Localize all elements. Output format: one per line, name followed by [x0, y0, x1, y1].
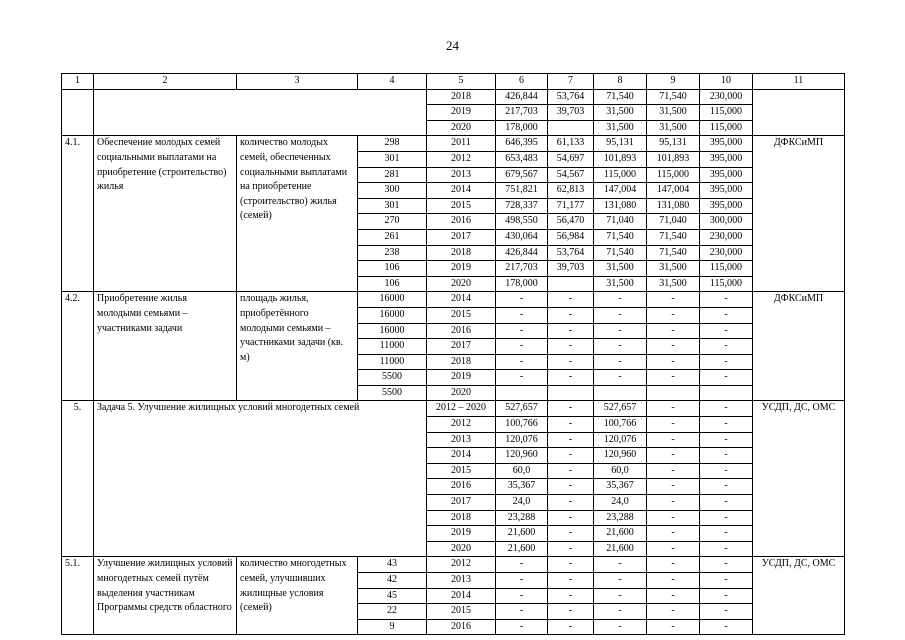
indicator-name: количество многодетных семей, улучшивших жилищные условия (семей) [237, 557, 358, 635]
table-cell: 147,004 [647, 183, 700, 199]
column-header: 7 [548, 74, 594, 90]
table-cell: - [594, 619, 647, 635]
table-cell: - [647, 370, 700, 386]
table-cell: - [647, 495, 700, 511]
table-cell: - [548, 557, 594, 573]
table-cell: - [496, 354, 548, 370]
table-cell: - [700, 510, 753, 526]
continuation-row [62, 89, 845, 105]
table-cell: 16000 [358, 307, 427, 323]
table-cell: 16000 [358, 292, 427, 308]
table-cell: 100,766 [496, 417, 548, 433]
table-cell: - [647, 323, 700, 339]
table-cell: 646,395 [496, 136, 548, 152]
table-cell: 5500 [358, 385, 427, 401]
table-cell: 23,288 [496, 510, 548, 526]
table-cell: 653,483 [496, 151, 548, 167]
table-cell: 54,567 [548, 167, 594, 183]
table-cell: 31,500 [647, 120, 700, 136]
s42-row [62, 292, 845, 308]
table-cell: 21,600 [496, 541, 548, 557]
table-cell: 2015 [427, 604, 496, 620]
table-cell: 42 [358, 573, 427, 589]
table-cell: 217,703 [496, 261, 548, 277]
table-cell: 2017 [427, 495, 496, 511]
header-row [62, 74, 845, 90]
task-number: 5. [62, 401, 94, 557]
table-cell: - [548, 510, 594, 526]
table-cell: - [700, 339, 753, 355]
table-cell: - [496, 619, 548, 635]
blank-cell [62, 89, 94, 136]
table-cell: - [700, 370, 753, 386]
table-cell: 115,000 [647, 167, 700, 183]
table-cell: - [594, 292, 647, 308]
column-header: 2 [94, 74, 237, 90]
table-cell: 101,893 [594, 151, 647, 167]
column-header: 10 [700, 74, 753, 90]
table-cell: 21,600 [496, 526, 548, 542]
table-cell: 11000 [358, 354, 427, 370]
table-cell: - [594, 588, 647, 604]
table-cell: 62,813 [548, 183, 594, 199]
table-cell: 31,500 [594, 276, 647, 292]
table-cell: 2011 [427, 136, 496, 152]
table-cell: - [700, 292, 753, 308]
t5-row [62, 401, 845, 417]
table-cell: 53,764 [548, 89, 594, 105]
table-cell: - [496, 292, 548, 308]
table-cell: - [647, 573, 700, 589]
column-header: 9 [647, 74, 700, 90]
table-cell: - [594, 604, 647, 620]
table-cell [700, 385, 753, 401]
indicator-name: количество молодых семей, обеспеченных социальными выплатами на приобретение (строительство) жилья (семей) [237, 136, 358, 292]
table-cell: - [700, 604, 753, 620]
table-cell: - [647, 463, 700, 479]
table-cell: 2019 [427, 261, 496, 277]
table-cell: 300,000 [700, 214, 753, 230]
table-cell: 230,000 [700, 89, 753, 105]
table-cell: 301 [358, 198, 427, 214]
table-cell: 21,600 [594, 526, 647, 542]
s41-row [62, 136, 845, 152]
table-cell: - [594, 557, 647, 573]
table-cell: - [496, 557, 548, 573]
table-cell: 2018 [427, 89, 496, 105]
table-cell: - [700, 307, 753, 323]
item-name: Приобретение жилья молодыми семьями – участниками задачи [94, 292, 237, 401]
table-cell: - [700, 448, 753, 464]
column-header: 8 [594, 74, 647, 90]
column-header: 4 [358, 74, 427, 90]
table-cell: - [496, 323, 548, 339]
table-cell: - [700, 323, 753, 339]
table-cell: 120,960 [594, 448, 647, 464]
item-name: Обеспечение молодых семей социальными выплатами на приобретение (строительство) жилья [94, 136, 237, 292]
blank-cell [94, 89, 427, 136]
table-cell: 2018 [427, 245, 496, 261]
s51-row [62, 557, 845, 573]
column-header: 3 [237, 74, 358, 90]
table-cell: 2014 [427, 183, 496, 199]
table-cell: 2019 [427, 526, 496, 542]
table-cell: - [700, 557, 753, 573]
table-cell: 2012 [427, 151, 496, 167]
table-cell: 300 [358, 183, 427, 199]
item-number: 4.1. [62, 136, 94, 292]
table-cell: 115,000 [594, 167, 647, 183]
table-cell: 2013 [427, 167, 496, 183]
table-cell: - [548, 448, 594, 464]
table-cell: 56,984 [548, 229, 594, 245]
table-cell: 54,697 [548, 151, 594, 167]
table-cell: - [647, 510, 700, 526]
table-cell: 60,0 [496, 463, 548, 479]
table-cell: - [594, 307, 647, 323]
table-cell: - [548, 604, 594, 620]
table-cell: 106 [358, 261, 427, 277]
table-cell: 2014 [427, 448, 496, 464]
table-cell: 395,000 [700, 151, 753, 167]
table-cell: - [700, 526, 753, 542]
table-cell: 71,540 [594, 229, 647, 245]
table-cell: 100,766 [594, 417, 647, 433]
table-cell: 115,000 [700, 261, 753, 277]
table-cell: - [700, 354, 753, 370]
table-cell [548, 276, 594, 292]
table-cell: 527,657 [594, 401, 647, 417]
table-cell: - [700, 432, 753, 448]
indicator-name: площадь жилья, приобретённого молодыми семьями – участниками задачи (кв. м) [237, 292, 358, 401]
table-cell: 2019 [427, 370, 496, 386]
table-cell: 31,500 [594, 105, 647, 121]
table-cell: 2018 [427, 510, 496, 526]
table-cell [594, 385, 647, 401]
table-cell: - [496, 604, 548, 620]
table-cell: - [594, 339, 647, 355]
table-cell: - [548, 401, 594, 417]
table-cell: - [496, 339, 548, 355]
table-cell: - [700, 479, 753, 495]
table-cell [548, 120, 594, 136]
table-cell: 2016 [427, 619, 496, 635]
table-cell: 131,080 [594, 198, 647, 214]
table-cell: - [548, 307, 594, 323]
table-cell: 395,000 [700, 136, 753, 152]
table-cell: 2020 [427, 541, 496, 557]
table-cell: - [548, 541, 594, 557]
program-table [61, 73, 845, 635]
table-cell: 395,000 [700, 167, 753, 183]
table-cell: 2012 [427, 417, 496, 433]
table-cell: 120,076 [496, 432, 548, 448]
table-cell: - [594, 323, 647, 339]
table-cell: 395,000 [700, 183, 753, 199]
table-cell: 23,288 [594, 510, 647, 526]
table-cell: - [647, 292, 700, 308]
table-cell: - [548, 432, 594, 448]
table-cell: 11000 [358, 339, 427, 355]
table-cell: - [548, 588, 594, 604]
table-cell: 2016 [427, 323, 496, 339]
table-cell: 217,703 [496, 105, 548, 121]
table-cell: 35,367 [496, 479, 548, 495]
table-cell: 24,0 [594, 495, 647, 511]
table-cell: 2012 [427, 557, 496, 573]
table-cell: 2020 [427, 385, 496, 401]
table-cell: 498,550 [496, 214, 548, 230]
table-cell: 31,500 [647, 261, 700, 277]
table-cell: - [496, 307, 548, 323]
table-cell: - [548, 526, 594, 542]
table-cell: - [496, 573, 548, 589]
table-cell: 679,567 [496, 167, 548, 183]
table-cell: 261 [358, 229, 427, 245]
table-cell: 2019 [427, 105, 496, 121]
table-cell: 2014 [427, 292, 496, 308]
table-cell: 178,000 [496, 276, 548, 292]
table-cell: 281 [358, 167, 427, 183]
table-cell: 43 [358, 557, 427, 573]
table-cell: 31,500 [594, 261, 647, 277]
table-cell: 71,040 [647, 214, 700, 230]
table-cell: 2016 [427, 214, 496, 230]
table-cell: 120,076 [594, 432, 647, 448]
column-header: 11 [753, 74, 845, 90]
table-cell: - [548, 495, 594, 511]
table-cell: 5500 [358, 370, 427, 386]
table-cell: 147,004 [594, 183, 647, 199]
table-cell: - [700, 401, 753, 417]
table-cell: 106 [358, 276, 427, 292]
table-cell: - [647, 448, 700, 464]
table-cell: 71,040 [594, 214, 647, 230]
table-cell: - [700, 619, 753, 635]
table-cell: 101,893 [647, 151, 700, 167]
table-cell: 395,000 [700, 198, 753, 214]
table-cell: 95,131 [594, 136, 647, 152]
column-header: 5 [427, 74, 496, 90]
table-cell: 2016 [427, 479, 496, 495]
table-cell: - [647, 339, 700, 355]
table-cell: 71,540 [647, 89, 700, 105]
table-cell: 728,337 [496, 198, 548, 214]
table-cell: - [700, 417, 753, 433]
table-cell: 39,703 [548, 105, 594, 121]
table-cell: - [700, 541, 753, 557]
table-cell: 115,000 [700, 276, 753, 292]
table-cell: - [700, 495, 753, 511]
table-cell: 31,500 [647, 276, 700, 292]
table-cell: 21,600 [594, 541, 647, 557]
table-cell: 16000 [358, 323, 427, 339]
table-cell: 120,960 [496, 448, 548, 464]
table-cell: 301 [358, 151, 427, 167]
table-cell: 31,500 [594, 120, 647, 136]
table-cell: - [647, 557, 700, 573]
table-cell: - [548, 292, 594, 308]
table-cell: 115,000 [700, 105, 753, 121]
table-cell: - [647, 526, 700, 542]
column-header: 6 [496, 74, 548, 90]
table-cell: - [496, 370, 548, 386]
table-cell: 2013 [427, 432, 496, 448]
table-cell: 2017 [427, 229, 496, 245]
table-cell: 71,540 [647, 229, 700, 245]
table-cell: 2018 [427, 354, 496, 370]
executor: ДФКСиМП [753, 136, 845, 292]
table-cell: 2020 [427, 276, 496, 292]
task-name: Задача 5. Улучшение жилищных условий многодетных семей [94, 401, 427, 557]
table-cell: - [647, 354, 700, 370]
table-cell: - [548, 619, 594, 635]
table-cell: - [548, 417, 594, 433]
table-cell: 238 [358, 245, 427, 261]
table-cell: 2017 [427, 339, 496, 355]
table-cell: 71,540 [594, 89, 647, 105]
table-cell: 95,131 [647, 136, 700, 152]
table-cell: - [594, 354, 647, 370]
table-cell: 39,703 [548, 261, 594, 277]
table-cell: - [496, 588, 548, 604]
table-cell: - [548, 323, 594, 339]
item-name: Улучшение жилищных условий многодетных семей путём выделения участникам Программы средств областного [94, 557, 237, 635]
table-cell: 24,0 [496, 495, 548, 511]
table-cell: 53,764 [548, 245, 594, 261]
table-cell: - [548, 354, 594, 370]
table-cell: 426,844 [496, 89, 548, 105]
table-cell: 178,000 [496, 120, 548, 136]
table-cell: - [548, 370, 594, 386]
table-cell: 56,470 [548, 214, 594, 230]
table-cell: - [647, 417, 700, 433]
table-cell: 2012 – 2020 [427, 401, 496, 417]
table-cell: 9 [358, 619, 427, 635]
table-cell: 270 [358, 214, 427, 230]
table-cell: - [594, 573, 647, 589]
table-cell: 426,844 [496, 245, 548, 261]
table-cell: - [548, 463, 594, 479]
table-cell: 230,000 [700, 229, 753, 245]
table-cell: - [647, 432, 700, 448]
blank-cell [753, 89, 845, 136]
table-cell: 2014 [427, 588, 496, 604]
table-cell: 71,540 [594, 245, 647, 261]
table-cell [496, 385, 548, 401]
table-cell [548, 385, 594, 401]
table-cell: 31,500 [647, 105, 700, 121]
table-cell: - [548, 479, 594, 495]
table-cell: 71,177 [548, 198, 594, 214]
item-number: 4.2. [62, 292, 94, 401]
table-cell: 2015 [427, 463, 496, 479]
executor: УСДП, ДС, ОМС [753, 401, 845, 557]
table-cell: - [594, 370, 647, 386]
table-cell: - [647, 479, 700, 495]
column-header: 1 [62, 74, 94, 90]
table-cell: - [647, 588, 700, 604]
table-cell: 71,540 [647, 245, 700, 261]
table-cell: 22 [358, 604, 427, 620]
table-cell: - [647, 401, 700, 417]
table-cell: - [700, 573, 753, 589]
table-cell: - [647, 541, 700, 557]
page-number: 24 [446, 38, 459, 53]
table-cell: 45 [358, 588, 427, 604]
table-cell: 298 [358, 136, 427, 152]
table-cell: - [647, 619, 700, 635]
table-cell: 115,000 [700, 120, 753, 136]
table-cell: 35,367 [594, 479, 647, 495]
item-number: 5.1. [62, 557, 94, 635]
table-cell: 2013 [427, 573, 496, 589]
table-cell: 60,0 [594, 463, 647, 479]
table-cell: 2020 [427, 120, 496, 136]
table-cell: 2015 [427, 307, 496, 323]
table-cell: 2015 [427, 198, 496, 214]
table-cell: 230,000 [700, 245, 753, 261]
table-cell: - [700, 463, 753, 479]
table-cell: 751,821 [496, 183, 548, 199]
table-cell: 131,080 [647, 198, 700, 214]
table-cell: 61,133 [548, 136, 594, 152]
table-cell: - [700, 588, 753, 604]
table-cell: - [647, 604, 700, 620]
executor: УСДП, ДС, ОМС [753, 557, 845, 635]
table-cell: - [647, 307, 700, 323]
table-cell [647, 385, 700, 401]
table-cell: 527,657 [496, 401, 548, 417]
table-cell: - [548, 339, 594, 355]
table-cell: 430,064 [496, 229, 548, 245]
table-cell: - [548, 573, 594, 589]
executor: ДФКСиМП [753, 292, 845, 401]
